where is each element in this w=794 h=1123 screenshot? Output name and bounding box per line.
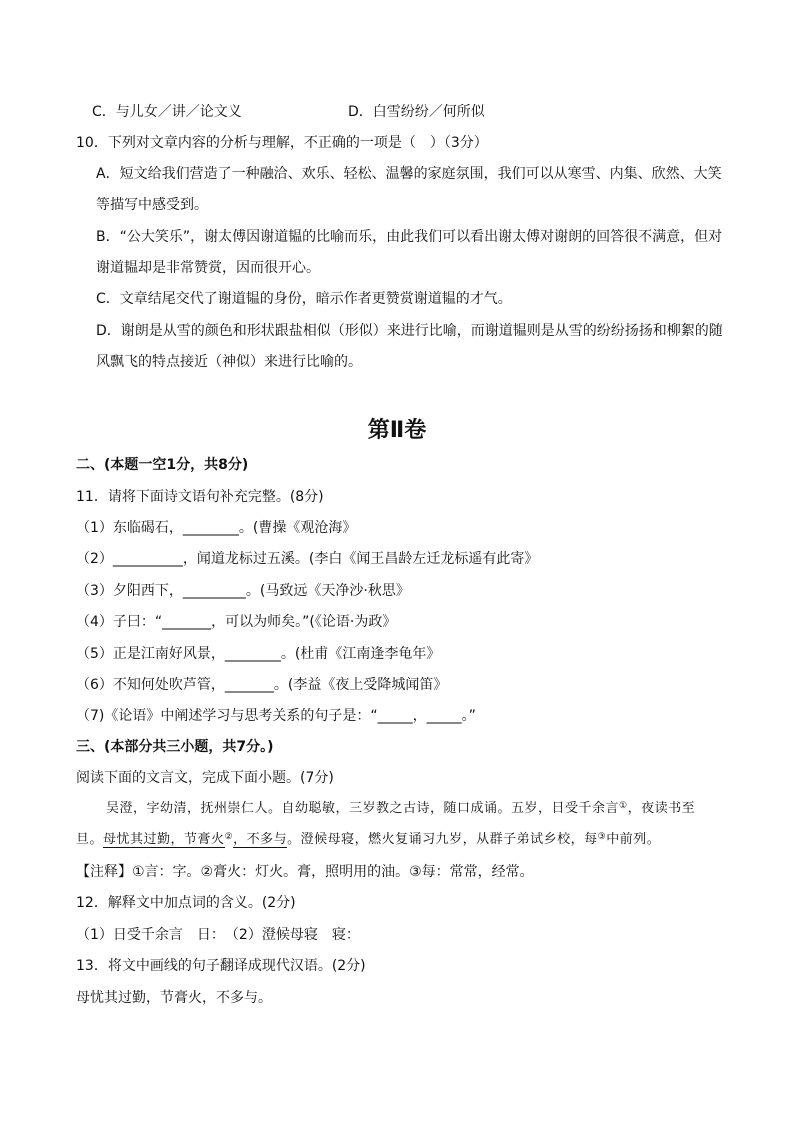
- q11-item-4: （4）子曰：“_______，可以为师矣。”(《论语·为政》: [76, 614, 397, 630]
- footnote-marker-3: ③: [597, 832, 607, 842]
- q9-option-c: C．与儿女／讲／论文义: [92, 104, 242, 120]
- underlined-sentence: 母忧其过勤，节膏火: [103, 832, 225, 847]
- q11-item-6: （6）不知何处吹芦管，_______。(李益《夜上受降城闻笛》: [76, 677, 448, 693]
- q11-item-1: （1）东临碣石，________。(曹操《观沧海》: [76, 520, 357, 536]
- passage-line2: [76, 830, 660, 850]
- q9-option-d: D．白雪纷纷／何所似: [348, 104, 485, 120]
- q10-option-d-line2: 风飘飞的特点接近（神似）来进行比喻的。: [96, 354, 362, 370]
- volume-title: 第Ⅱ卷: [367, 418, 427, 443]
- q11-stem: 11．请将下面诗文语句补充完整。(8分): [76, 489, 324, 505]
- q10-option-c: C．文章结尾交代了谢道韫的身份，暗示作者更赞赏谢道韫的才气。: [96, 291, 512, 307]
- section2-heading: 二、(本题一空1分，共8分): [76, 457, 249, 473]
- q10-option-d-line1: D．谢朗是从雪的颜色和形状跟盐相似（形似）来进行比喻，而谢道韫则是从雪的纷纷扬扬和柳絮的随: [96, 323, 723, 339]
- q11-item-3: （3）夕阳西下，_________。(马致远《天净沙·秋思》: [76, 583, 410, 599]
- q10-option-b-line2: 谢道韫却是非常赞赏，因而很开心。: [96, 260, 320, 276]
- q11-item-2: （2）__________，闻道龙标过五溪。(李白《闻王昌龄左迁龙标遥有此寄》: [76, 551, 539, 567]
- passage-text: 中前列。: [606, 832, 661, 847]
- q12-stem: 12．解释文中加点词的含义。(2分): [76, 895, 296, 911]
- q12-items: （1）日受千余言 日： （2）澄候母寝 寝：: [76, 927, 360, 943]
- q11-item-5: （5）正是江南好风景，________。(杜甫《江南逢李龟年》: [76, 646, 441, 662]
- reading-intro: 阅读下面的文言文，完成下面小题。(7分): [76, 770, 334, 786]
- q10-stem: 10．下列对文章内容的分析与理解，不正确的一项是（ ）（3分）: [76, 135, 488, 151]
- q10-option-a-line2: 等描写中感受到。: [96, 197, 208, 213]
- passage-notes: 【注释】①言：字。②膏火：灯火。膏，照明用的油。③每：常常，经常。: [76, 864, 534, 880]
- q10-option-a-line1: A．短文给我们营造了一种融洽、欢乐、轻松、温馨的家庭氛围，我们可以从寒雪、内集、欣然、大笑: [96, 166, 722, 182]
- footnote-marker-1: ①: [619, 801, 628, 811]
- underlined-sentence-end: ，不多与: [233, 832, 288, 847]
- passage-text: 旦。: [76, 832, 104, 847]
- q11-item-7: （7)《论语》中阐述学习与思考关系的句子是：“_____，_____。”: [76, 708, 476, 724]
- section3-heading: 三、(本部分共三小题，共7分。): [76, 739, 274, 755]
- q13-sentence: 母忧其过勤，节膏火，不多与。: [76, 990, 272, 1006]
- footnote-marker-2: ②: [224, 832, 234, 842]
- q13-stem: 13．将文中画线的句子翻译成现代汉语。(2分): [76, 958, 366, 974]
- passage-line1: [106, 799, 695, 819]
- passage-text: 。澄候母寝，燃火复诵习九岁，从群子弟试乡校，每: [287, 832, 598, 847]
- passage-text: ，夜读书至: [627, 801, 696, 816]
- q10-option-b-line1: B．“公大笑乐”，谢太傅因谢道韫的比喻而乐，由此我们可以看出谢太傅对谢朗的回答很不满意，但对: [96, 229, 723, 245]
- passage-text: 吴澄，字幼清，抚州崇仁人。自幼聪敏，三岁教之古诗，随口成诵。五岁，日受千余言: [106, 801, 620, 816]
